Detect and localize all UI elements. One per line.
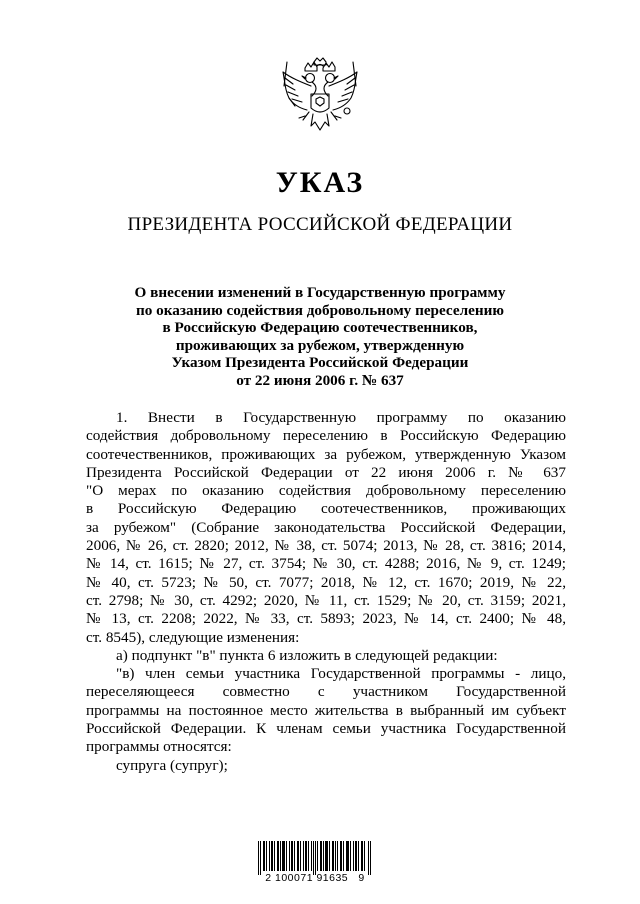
body-line: программы относятся: [86,738,232,756]
heading-line: в Российскую Федерацию соотечественников, [162,319,478,336]
barcode [258,841,373,875]
body-line: 2006, № 26, ст. 2820; 2012, № 38, ст. 5074; 2013, № 28, ст. 3816; 2014, [86,537,566,555]
heading-line: О внесении изменений в Государственную программу [134,284,506,301]
body-line: Российской Федерации. К членам семьи участника Государственной [86,720,566,738]
heading-line: проживающих за рубежом, утвержденную [175,336,465,354]
body-line: № 40, ст. 5723; № 50, ст. 7077; 2018, № 12, ст. 1670; 2019, № 22, [86,573,566,591]
decree-body [86,409,566,775]
body-line: супруга (супруг); [116,756,228,774]
body-line: 1. Внести в Государственную программу по оказанию [116,409,566,426]
document-title: УКАЗ [275,166,365,199]
body-line: а) подпункт "в" пункта 6 изложить в следующей редакции: [116,646,498,664]
barcode-number: 2 100071 91635 9 [265,872,365,884]
heading-line: по оказанию содействия добровольному переселению [136,301,504,319]
body-line: "в) член семьи участника Государственной программы - лицо, [116,665,566,683]
coat-of-arms-emblem [275,56,365,146]
body-line: "О мерах по оказанию содействия добровольному переселению [86,482,566,500]
heading-line: Указом Президента Российской Федерации [171,354,469,371]
document-subtitle: ПРЕЗИДЕНТА РОССИЙСКОЙ ФЕДЕРАЦИИ [127,214,513,235]
body-line: соотечественников, проживающих за рубежом, утвержденную Указом [86,445,566,463]
body-line: переселяющееся совместно с участником Государственной [86,683,566,701]
body-line: ст. 2798; № 30, ст. 4292; 2020, № 11, ст. 1529; № 20, ст. 3159; 2021, [86,591,566,609]
decree-heading [100,284,540,389]
heading-line: от 22 июня 2006 г. № 637 [236,371,404,389]
body-line: содействия добровольному переселению в Российскую Федерацию [86,427,566,445]
body-line: № 13, ст. 2208; 2022, № 33, ст. 5893; 2023, № 14, ст. 2400; № 48, [86,610,566,628]
body-line: ст. 8545), следующие изменения: [86,628,300,646]
body-line: Президента Российской Федерации от 22 июня 2006 г. № 637 [86,463,566,481]
body-line: программы на постоянное место жительства в выбранный им субъект [86,701,566,719]
body-line: № 14, ст. 1615; № 27, ст. 3754; № 30, ст. 4288; 2016, № 9, ст. 1249; [86,555,566,573]
body-line: в Российскую Федерацию соотечественников, проживающих [86,500,566,518]
body-line: за рубежом" (Собрание законодательства Российской Федерации, [86,518,566,536]
